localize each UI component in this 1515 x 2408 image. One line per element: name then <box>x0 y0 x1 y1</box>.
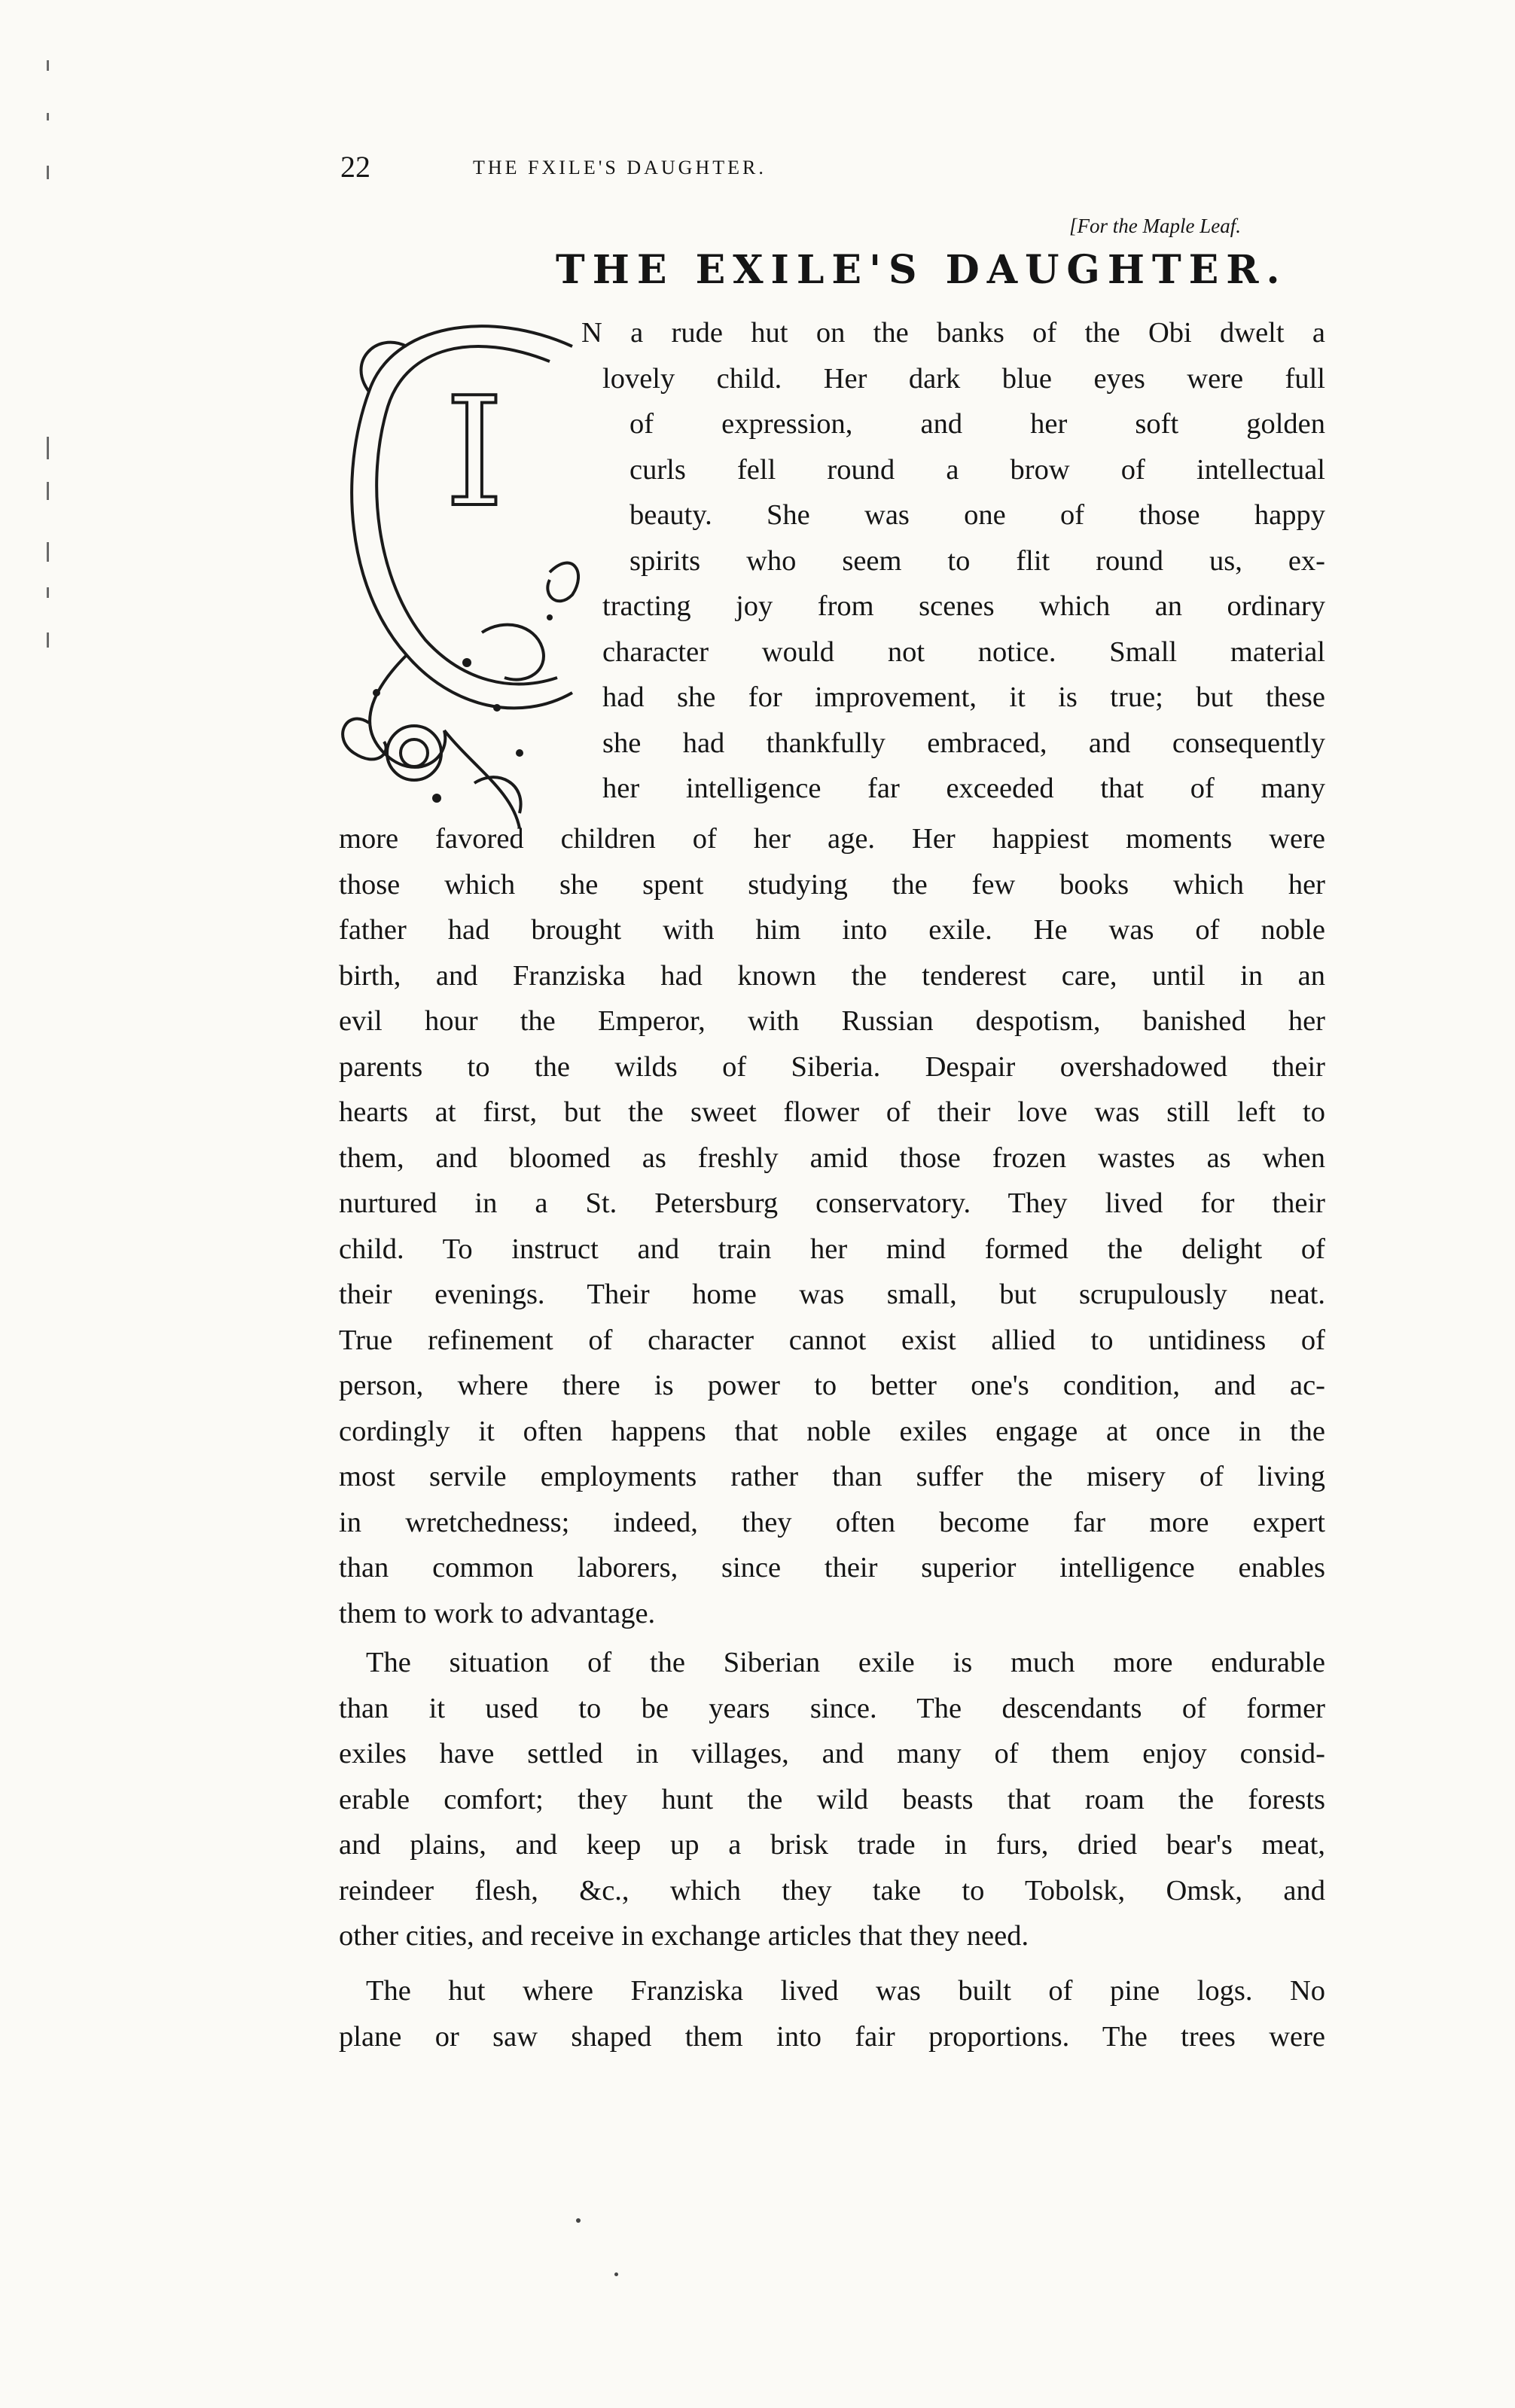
text-line: them, and bloomed as freshly amid those frozen wastes as when <box>339 1142 1325 1174</box>
text-line: of expression, and her soft golden <box>629 408 1325 440</box>
text-line: cordingly it often happens that noble exiles engage at once in the <box>339 1415 1325 1447</box>
source-note: [For the Maple Leaf. <box>1069 215 1241 237</box>
text-line: those which she spent studying the few books which her <box>339 868 1325 901</box>
text-line: spirits who seem to flit round us, ex- <box>629 544 1325 577</box>
scan-speck <box>614 2272 618 2276</box>
text-line: curls fell round a brow of intellectual <box>629 453 1325 486</box>
paragraph-1 <box>339 816 1325 1636</box>
text-line: in wretchedness; indeed, they often become far more expert <box>339 1506 1325 1538</box>
text-line: The situation of the Siberian exile is much more endurable <box>366 1647 1325 1678</box>
text-line: True refinement of character cannot exist allied to untidiness of <box>339 1324 1325 1356</box>
text-line: beauty. She was one of those happy <box>629 499 1325 531</box>
text-line: most servile employments rather than suffer the misery of living <box>339 1461 1325 1492</box>
text-line: she had thankfully embraced, and consequently <box>602 727 1325 759</box>
text-line: their evenings. Their home was small, but scrupulously neat. <box>339 1279 1325 1310</box>
text-line: other cities, and receive in exchange articles that they need. <box>339 1920 1029 1952</box>
article-title: THE EXILE'S DAUGHTER. <box>556 247 1288 293</box>
text-line: more favored children of her age. Her happiest moments were <box>339 823 1325 855</box>
text-line: erable comfort; they hunt the wild beasts that roam the forests <box>339 1783 1325 1815</box>
text-line: her intelligence far exceeded that of many <box>602 773 1325 804</box>
text-line: N a rude hut on the banks of the Obi dwelt a <box>581 317 1325 349</box>
running-head: THE FXILE'S DAUGHTER. <box>473 157 767 178</box>
text-line: lovely child. Her dark blue eyes were full <box>602 362 1325 395</box>
page-number: 22 <box>340 150 370 184</box>
text-line: child. To instruct and train her mind formed the delight of <box>339 1233 1325 1265</box>
text-line: character would not notice. Small material <box>602 636 1325 668</box>
text-line: them to work to advantage. <box>339 1597 656 1629</box>
text-line: exiles have settled in villages, and many of them enjoy consid- <box>339 1738 1325 1769</box>
scan-speck <box>576 2218 581 2223</box>
text-line: person, where there is power to better one's condition, and ac- <box>339 1370 1325 1401</box>
text-line: nurtured in a St. Petersburg conservatory. They lived for their <box>339 1187 1325 1219</box>
binding-marks <box>47 60 59 648</box>
text-line: reindeer flesh, &c., which they take to Tobolsk, Omsk, and <box>339 1874 1325 1907</box>
text-line: than it used to be years since. The descendants of former <box>339 1692 1325 1724</box>
text-line: and plains, and keep up a brisk trade in furs, dried bear's meat, <box>339 1829 1325 1861</box>
text-line: parents to the wilds of Siberia. Despair overshadowed their <box>339 1050 1325 1083</box>
text-line: than common laborers, since their superior intelligence enables <box>339 1552 1325 1583</box>
text-line: had she for improvement, it is true; but these <box>602 681 1325 713</box>
text-line: The hut where Franziska lived was built of pine logs. No <box>366 1975 1325 2007</box>
text-line: father had brought with him into exile. He was of noble <box>339 914 1325 946</box>
drop-cap-letter: I <box>444 365 504 541</box>
text-line: plane or saw shaped them into fair proportions. The trees were <box>339 2020 1325 2053</box>
paragraph-3 <box>339 1968 1325 2059</box>
text-line: tracting joy from scenes which an ordinary <box>602 590 1325 622</box>
text-line: evil hour the Emperor, with Russian despotism, banished her <box>339 1005 1325 1037</box>
paragraph-2 <box>339 1640 1325 1959</box>
wrapped-text <box>339 310 1325 812</box>
text-line: birth, and Franziska had known the tenderest care, until in an <box>339 959 1325 992</box>
text-line: hearts at first, but the sweet flower of their love was still left to <box>339 1096 1325 1128</box>
